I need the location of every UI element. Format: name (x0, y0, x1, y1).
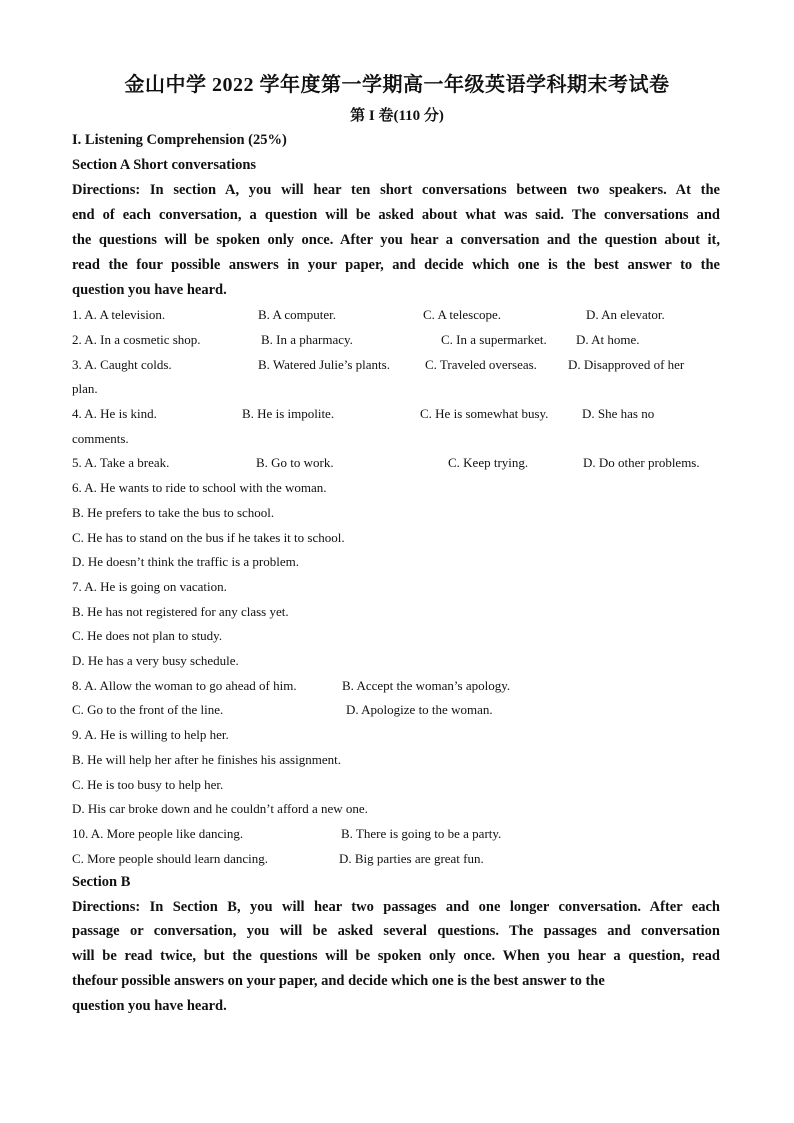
q2-option-d: D. At home. (576, 332, 640, 347)
q3-option-d: D. Disapproved of her (568, 357, 685, 372)
section-a-heading: Section A Short conversations (72, 157, 257, 173)
q6-option-d: D. He doesn’t think the traffic is a problem. (72, 554, 299, 569)
q7-option-a: 7. A. He is going on vacation. (72, 579, 227, 594)
q6-option-b: B. He prefers to take the bus to school. (72, 505, 275, 520)
q1-option-a: 1. A. A television. (72, 307, 166, 322)
q7-option-b: B. He has not registered for any class yet. (72, 604, 289, 619)
q2-option-a: 2. A. In a cosmetic shop. (72, 332, 201, 347)
part-heading: I. Listening Comprehension (25%) (72, 132, 287, 148)
q1-option-c: C. A telescope. (423, 307, 501, 322)
q4-option-d-continued: comments. (72, 431, 129, 446)
q9-option-a: 9. A. He is willing to help her. (72, 727, 229, 742)
q9-option-d: D. His car broke down and he couldn’t afford a new one. (72, 801, 368, 816)
q6-option-c: C. He has to stand on the bus if he takes it to school. (72, 530, 345, 545)
q3-option-b: B. Watered Julie’s plants. (258, 357, 390, 372)
q10-option-d: D. Big parties are great fun. (339, 851, 484, 866)
q2-option-b: B. In a pharmacy. (261, 332, 353, 347)
q7-option-c: C. He does not plan to study. (72, 628, 223, 643)
q10-option-b: B. There is going to be a party. (341, 826, 502, 841)
q7-option-d: D. He has a very busy schedule. (72, 653, 239, 668)
q5-option-c: C. Keep trying. (448, 455, 529, 470)
q1-option-b: B. A computer. (258, 307, 336, 322)
q6-option-a: 6. A. He wants to ride to school with the woman. (72, 480, 327, 495)
directions-a-line: Directions: In section A, you will hear ten short conversations between two speakers. At the (72, 182, 720, 198)
exam-title: 金山中学 2022 学年度第一学期高一年级英语学科期末考试卷 (124, 74, 670, 96)
directions-b-line: Directions: In Section B, you will hear two passages and one longer conversation. After each (72, 899, 720, 915)
q10-option-a: 10. A. More people like dancing. (72, 826, 244, 841)
q5-option-d: D. Do other problems. (583, 455, 700, 470)
paper-subtitle: 第 I 卷(110 分) (350, 108, 444, 124)
q8-option-c: C. Go to the front of the line. (72, 702, 224, 717)
directions-b-line: question you have heard. (72, 998, 227, 1014)
q3-option-d-continued: plan. (72, 381, 98, 396)
q4-option-b: B. He is impolite. (242, 406, 335, 421)
directions-a-line: the questions will be spoken only once. After you hear a conversation and the question about it, (72, 232, 720, 248)
directions-b-line: will be read twice, but the questions will be spoken only once. When you hear a question, read (72, 948, 720, 964)
q8-option-b: B. Accept the woman’s apology. (342, 678, 511, 693)
q4-option-d: D. She has no (582, 406, 655, 421)
q8-option-d: D. Apologize to the woman. (346, 702, 493, 717)
q5-option-a: 5. A. Take a break. (72, 455, 170, 470)
q8-option-a: 8. A. Allow the woman to go ahead of him. (72, 678, 297, 693)
q2-option-c: C. In a supermarket. (441, 332, 547, 347)
q9-option-c: C. He is too busy to help her. (72, 777, 224, 792)
q9-option-b: B. He will help her after he finishes his assignment. (72, 752, 341, 767)
directions-b-line: thefour possible answers on your paper, and decide which one is the best answer to the (72, 973, 605, 989)
q3-option-c: C. Traveled overseas. (425, 357, 537, 372)
directions-a-line: read the four possible answers in your paper, and decide which one is the best answer to the (72, 257, 720, 273)
directions-a-line: end of each conversation, a question will be asked about what was said. The conversations and (72, 207, 720, 223)
q4-option-c: C. He is somewhat busy. (420, 406, 549, 421)
section-b-heading: Section B (72, 874, 131, 890)
q3-option-a: 3. A. Caught colds. (72, 357, 172, 372)
q5-option-b: B. Go to work. (256, 455, 334, 470)
directions-a-line: question you have heard. (72, 282, 227, 298)
q1-option-d: D. An elevator. (586, 307, 665, 322)
q10-option-c: C. More people should learn dancing. (72, 851, 269, 866)
directions-b-line: passage or conversation, you will be asked several questions. The passages and conversation (72, 923, 720, 939)
q4-option-a: 4. A. He is kind. (72, 406, 157, 421)
